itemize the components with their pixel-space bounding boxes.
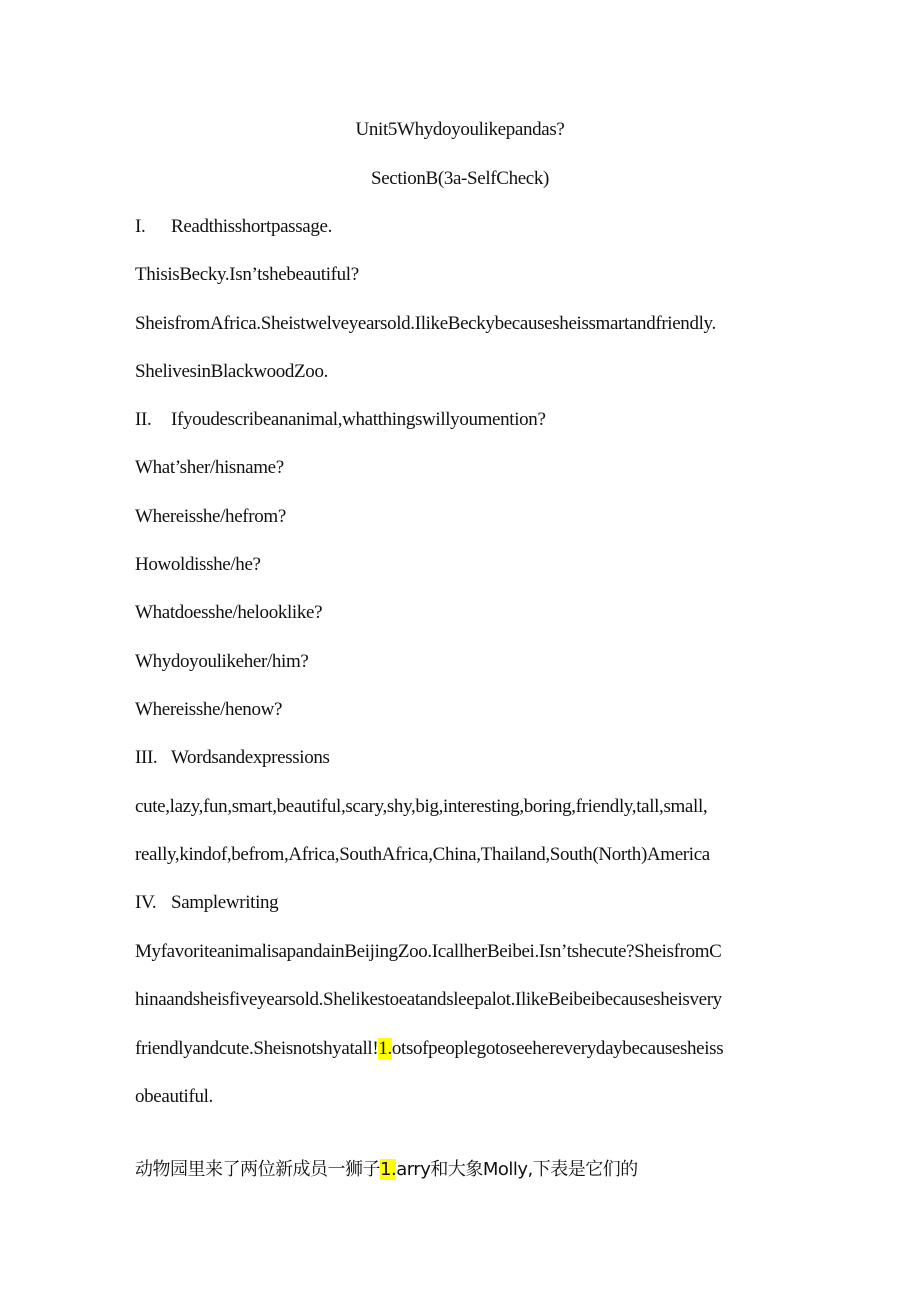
vocab-line-2: really,kindof,befrom,Africa,SouthAfrica,China,Thailand,South(North)America bbox=[135, 844, 710, 865]
section-heading-3 bbox=[135, 746, 330, 770]
section-number-3: III. bbox=[135, 747, 158, 768]
sample-line-1: MyfavoriteanimalisapandainBeijingZoo.IcallherBeibei.Isn’tshecute?SheisfromC bbox=[135, 941, 722, 962]
sample-line-3-end: otsofpeoplegotoseehereverydaybecausesheiss bbox=[391, 1038, 724, 1059]
sample-line-3 bbox=[135, 1037, 723, 1061]
highlight-mark-2: 1. bbox=[380, 1159, 397, 1180]
question-line-3: Howoldisshe/he? bbox=[135, 554, 261, 575]
passage-line-2: SheisfromAfrica.Sheistwelveyearsold.IlikeBeckybecausesheissmartandfriendly. bbox=[135, 313, 716, 334]
question-line-4: Whatdoesshe/helooklike? bbox=[135, 602, 323, 623]
section-title-2: Ifyoudescribeananimal,whatthingswillyoumention? bbox=[171, 409, 546, 430]
passage-line-1: ThisisBecky.Isn’tshebeautiful? bbox=[135, 264, 359, 285]
question-line-2: Whereisshe/hefrom? bbox=[135, 506, 286, 527]
question-line-5: Whydoyoulikeher/him? bbox=[135, 651, 309, 672]
title-unit: Unit5Whydoyoulikepandas? bbox=[355, 119, 565, 140]
section-title-4: Samplewriting bbox=[171, 892, 279, 913]
vocab-line-1: cute,lazy,fun,smart,beautiful,scary,shy,big,interesting,boring,friendly,tall,small, bbox=[135, 796, 708, 817]
chinese-line-end: arry和大象Molly,下表是它们的 bbox=[396, 1159, 638, 1180]
section-number-1: I. bbox=[135, 216, 146, 237]
chinese-line-start: 动物园里来了两位新成员一狮子 bbox=[135, 1159, 380, 1180]
sample-line-4: obeautiful. bbox=[135, 1086, 213, 1107]
chinese-intro-line bbox=[135, 1158, 638, 1182]
section-heading-2 bbox=[135, 408, 546, 432]
highlight-mark: 1. bbox=[378, 1038, 392, 1059]
section-heading-1 bbox=[135, 215, 332, 239]
sample-line-3-start: friendlyandcute.Sheisnotshyatall! bbox=[135, 1038, 379, 1059]
title-section: SectionB(3a-SelfCheck) bbox=[370, 168, 550, 189]
section-number-4: IV. bbox=[135, 892, 157, 913]
section-number-2: II. bbox=[135, 409, 152, 430]
passage-line-3: ShelivesinBlackwoodZoo. bbox=[135, 361, 329, 382]
section-title-1: Readthisshortpassage. bbox=[171, 216, 332, 237]
section-title-3: Wordsandexpressions bbox=[171, 747, 330, 768]
sample-line-2: hinaandsheisfiveyearsold.Shelikestoeatandsleepalot.IlikeBeibeibecausesheisvery bbox=[135, 989, 722, 1010]
section-heading-4 bbox=[135, 891, 278, 915]
question-line-6: Whereisshe/henow? bbox=[135, 699, 283, 720]
question-line-1: What’sher/hisname? bbox=[135, 457, 284, 478]
